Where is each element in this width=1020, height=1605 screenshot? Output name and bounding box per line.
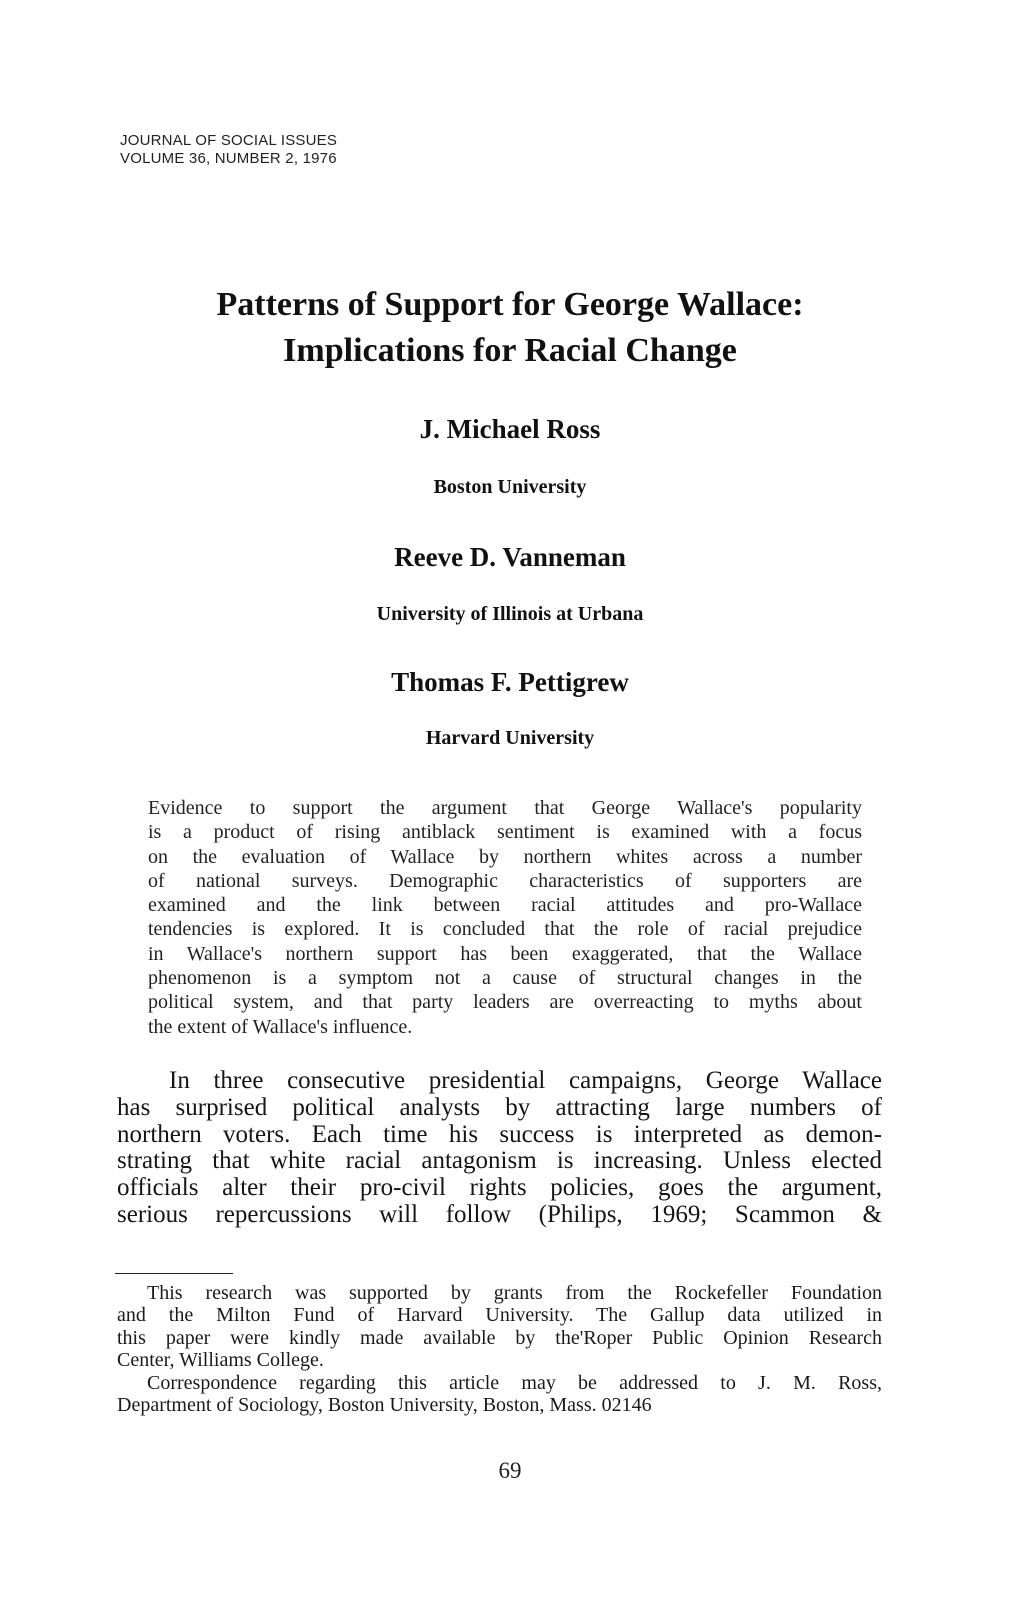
abstract-line: on the evaluation of Wallace by northern whites across a number — [148, 845, 862, 868]
author-name: Reeve D. Vanneman — [394, 542, 626, 572]
author-name: Thomas F. Pettigrew — [391, 667, 629, 697]
footnote-line: Correspondence regarding this article may be addressed to J. M. Ross, — [147, 1371, 882, 1394]
author-affiliation: Harvard University — [425, 727, 595, 749]
abstract-line: the extent of Wallace's influence. — [148, 1015, 413, 1038]
footnote-line: this paper were kindly made available by the'Roper Public Opinion Research — [117, 1326, 882, 1349]
body-line: officials alter their pro-civil rights policies, goes the argument, — [117, 1174, 882, 1202]
author-name: J. Michael Ross — [419, 414, 601, 444]
article-title-line: Implications for Racial Change — [283, 332, 737, 369]
abstract-line: Evidence to support the argument that George Wallace's popularity — [148, 797, 862, 819]
article-title-line: Patterns of Support for George Wallace: — [216, 286, 804, 323]
page-number: 69 — [498, 1458, 522, 1483]
journal-volume: VOLUME 36, NUMBER 2, 1976 — [120, 150, 337, 167]
abstract-line: tendencies is explored. It is concluded that the role of racial prejudice — [148, 918, 862, 941]
body-line: northern voters. Each time his success is interpreted as demon- — [117, 1120, 882, 1148]
abstract-line: in Wallace's northern support has been exaggerated, that the Wallace — [148, 942, 862, 965]
body-line: strating that white racial antagonism is increasing. Unless elected — [117, 1147, 882, 1175]
footnote-divider — [115, 1273, 233, 1274]
abstract-line: is a product of rising antiblack sentiment is examined with a focus — [148, 821, 862, 844]
body-line: In three consecutive presidential campaigns, George Wallace — [169, 1067, 882, 1094]
body-line: has surprised political analysts by attracting large numbers of — [117, 1093, 882, 1121]
abstract-line: of national surveys. Demographic characteristics of supporters are — [148, 869, 862, 892]
footnote-line: and the Milton Fund of Harvard University. The Gallup data utilized in — [117, 1304, 882, 1327]
abstract-line: phenomenon is a symptom not a cause of structural changes in the — [148, 967, 862, 990]
footnote-line: Department of Sociology, Boston University, Boston, Mass. 02146 — [117, 1394, 652, 1417]
body-line: serious repercussions will follow (Philips, 1969; Scammon & — [117, 1200, 882, 1228]
journal-header — [120, 132, 337, 168]
footnote-line: This research was supported by grants from the Rockefeller Foundation — [147, 1282, 882, 1304]
abstract-line: examined and the link between racial attitudes and pro-Wallace — [148, 894, 862, 917]
journal-name: JOURNAL OF SOCIAL ISSUES — [120, 132, 338, 149]
footnote-line: Center, Williams College. — [117, 1349, 324, 1372]
author-affiliation: University of Illinois at Urbana — [376, 603, 644, 625]
abstract-line: political system, and that party leaders are overreacting to myths about — [148, 991, 862, 1014]
article-title — [0, 282, 1020, 374]
body-paragraph — [117, 1068, 882, 1229]
author-affiliation: Boston University — [433, 476, 587, 498]
footnotes — [117, 1282, 882, 1416]
abstract — [148, 796, 862, 1039]
